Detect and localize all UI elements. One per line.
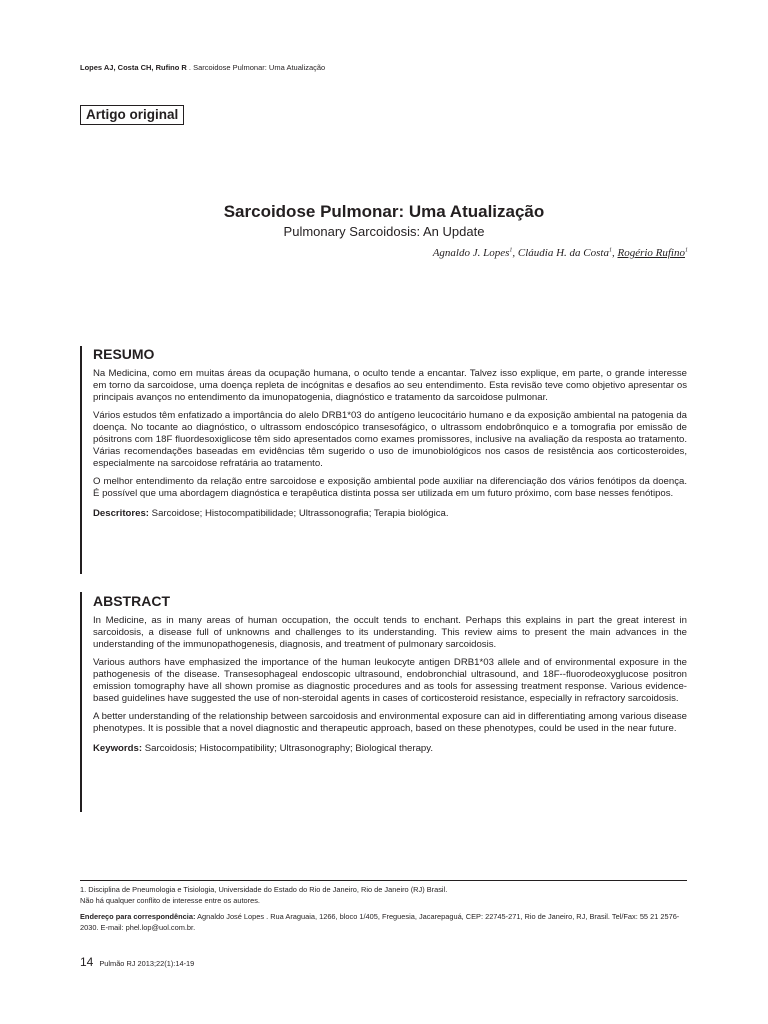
running-head-authors: Lopes AJ, Costa CH, Rufino R bbox=[80, 63, 187, 72]
author-name: Rogério Rufino bbox=[617, 247, 685, 259]
resumo-paragraph: Vários estudos têm enfatizado a importância do alelo DRB1*03 do antígeno leucocitário humano e da exposição ambiental na patogenia da doença. No tocante ao diagnóstico, o ultrassom endoscópico transesofágico, o ultrassom endobrônquico e a tomografia por emissão de pósitrons com 18F fluordesoxiglicose têm sido apresentados como exames promissores, inclusive na avaliação da resposta ao tratamento. Várias recomendações baseadas em evidências têm sugerido o uso de imunobiológicos nos casos de resistência aos corticosteroides, especialmente na sarcoidose refratária ao tratamento. bbox=[93, 410, 687, 469]
correspondence-label: Endereço para correspondência: bbox=[80, 912, 196, 921]
author-affiliation: 1 bbox=[685, 247, 688, 254]
journal-citation: Pulmão RJ 2013;22(1):14-19 bbox=[99, 959, 195, 968]
abstract-paragraph: In Medicine, as in many areas of human occupation, the occult tends to enchant. Perhaps this explains in part the great interest in sarcoidosis, a disease full of unknowns and challenges to its understanding. This review aims to present the main advances in the understanding of the immunopathogenesis, diagnosis, and treatment of pulmonary sarcoidosis. bbox=[93, 615, 687, 650]
article-type-label: Artigo original bbox=[80, 105, 184, 125]
author-list: Agnaldo J. Lopes$^1$, Cláudia H. da Costa$^1$, Rogério Rufino$^1$ bbox=[432, 247, 688, 259]
running-head bbox=[80, 63, 325, 72]
abstract-paragraph: A better understanding of the relationship between sarcoidosis and environmental exposure can aid in differentiating among various disease phenotypes. It is possible that a novel diagnostic and therapeutic approach, based on these phenotypes, could be used in the near future. bbox=[93, 711, 687, 734]
resumo-keywords bbox=[93, 508, 687, 520]
abstract-keywords bbox=[93, 743, 687, 755]
resumo-side-rule bbox=[80, 346, 82, 574]
abstract-heading: ABSTRACT bbox=[93, 593, 170, 609]
abstract-keywords-label: Keywords: bbox=[93, 743, 143, 754]
footnotes bbox=[80, 884, 687, 933]
resumo-paragraph: Na Medicina, como em muitas áreas da ocupação humana, o oculto tende a encantar. Talvez isso explique, em parte, o grande interesse em torno da sarcoidose, uma doença repleta de incógnitas e desafios ao seu entendimento. Esta revisão teve como objetivo apresentar os principais avanços no entendimento da imunopatogenia, diagnóstico e tratamento da sarcoidose pulmonar. bbox=[93, 368, 687, 403]
correspondence-text: Agnaldo José Lopes . Rua Araguaia, 1266, bloco 1/405, Freguesia, Jacarepaguá, CEP: 22745-271, Rio de Janeiro, RJ, Brasil. Tel/Fax: 55 21 2576-2030. E-mail: phel.lop@uol.com.br. bbox=[80, 912, 680, 932]
article-title: Sarcoidose Pulmonar: Uma Atualização bbox=[223, 202, 545, 221]
conflict-note: Não há qualquer conflito de interesse entre os autores. bbox=[80, 896, 260, 905]
footnote-rule bbox=[80, 880, 687, 881]
page-number: 14 bbox=[80, 955, 94, 969]
abstract-section bbox=[93, 593, 687, 761]
abstract-keywords-text: Sarcoidosis; Histocompatibility; Ultrasonography; Biological therapy. bbox=[142, 743, 434, 754]
resumo-keywords-text: Sarcoidose; Histocompatibilidade; Ultrassonografia; Terapia biológica. bbox=[149, 508, 449, 519]
correspondence-note bbox=[80, 911, 687, 933]
resumo-paragraph: O melhor entendimento da relação entre sarcoidose e exposição ambiental pode auxiliar na diferenciação dos vários fenótipos da doença. É possível que uma abordagem diagnóstica e terapêutica distinta possa ser utilizada em um futuro próximo, com base nesses fenótipos. bbox=[93, 476, 687, 499]
page-folio bbox=[80, 955, 194, 969]
abstract-paragraph: Various authors have emphasized the importance of the human leukocyte antigen DRB1*03 allele and of environmental exposure in the pathogenesis of the disease. Transesophageal endoscopic ultrasound, endobronchial ultrasound, and 18F--fluorodeoxyglucose positron emission tomography have all shown promise as diagnostic procedures and as tools for assessing treatment response. Various evidence-based guidelines have suggested the use of non-steroidal agents in cases of corticosteroid resistance, especially in refractory sarcoidosis. bbox=[93, 657, 687, 704]
resumo-keywords-label: Descritores: bbox=[93, 508, 149, 519]
running-head-title: . Sarcoidose Pulmonar: Uma Atualização bbox=[186, 63, 326, 72]
abstract-side-rule bbox=[80, 592, 82, 812]
resumo-heading: RESUMO bbox=[93, 346, 155, 362]
affiliation-note: 1. Disciplina de Pneumologia e Tisiologia, Universidade do Estado do Rio de Janeiro, Rio de Janeiro (RJ) Brasil. bbox=[80, 885, 448, 894]
author-affiliation: 1 bbox=[509, 247, 513, 254]
author-name: Agnaldo J. Lopes bbox=[432, 247, 510, 259]
resumo-section bbox=[93, 346, 687, 526]
author-affiliation: 1 bbox=[608, 247, 612, 254]
article-subtitle: Pulmonary Sarcoidosis: An Update bbox=[283, 224, 485, 239]
author-name: Cláudia H. da Costa bbox=[517, 247, 609, 259]
